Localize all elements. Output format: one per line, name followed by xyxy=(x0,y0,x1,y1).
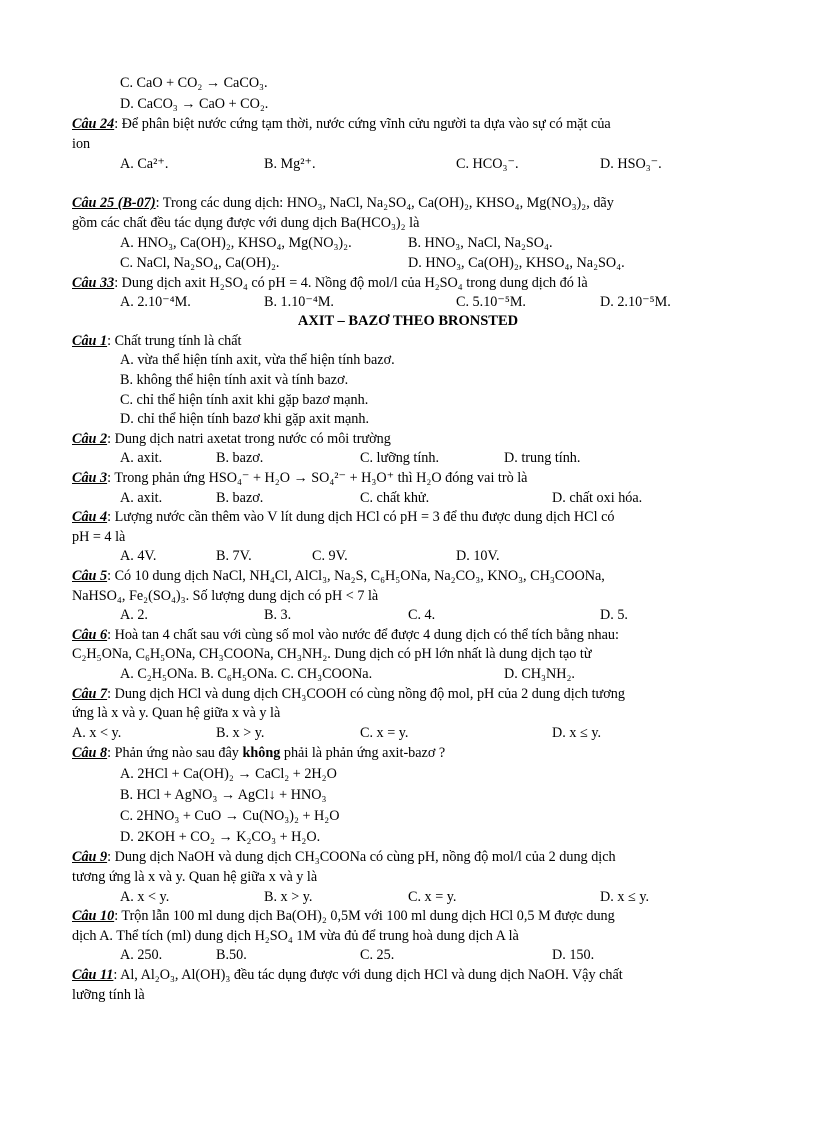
question-25 xyxy=(72,193,614,213)
option-c: C. CaO + CO₂ → CaCO₃. xyxy=(120,75,268,91)
question-text: : Lượng nước cần thêm vào V lít dung dịch HCl có pH = 3 để thu được dung dịch HCl có xyxy=(107,509,615,525)
question-text: : Chất trung tính là chất xyxy=(107,333,242,349)
option-d: D. 150. xyxy=(552,947,595,963)
option-d: D. x ≤ y. xyxy=(552,725,602,741)
option-b: B. HNO₃, NaCl, Na₂SO₄. xyxy=(408,235,553,251)
option-a: A. axit. xyxy=(120,450,163,466)
question-text: : Phản ứng nào sau đây xyxy=(107,745,243,761)
question-text: : Dung dịch axit H₂SO₄ có pH = 4. Nồng độ mol/l của H₂SO₄ trong dung dịch đó là xyxy=(114,275,588,291)
option-c: C. HCO₃⁻. xyxy=(456,156,519,172)
question-label: Câu 11 xyxy=(72,967,114,983)
question-5 xyxy=(72,566,605,586)
option-a: A. 2HCl + Ca(OH)₂ → CaCl₂ + 2H₂O xyxy=(120,766,337,782)
option-d: D. HNO₃, Ca(OH)₂, KHSO₄, Na₂SO₄. xyxy=(408,255,625,271)
question-3 xyxy=(72,468,527,488)
option-c: C. chỉ thể hiện tính axit khi gặp bazơ mạnh. xyxy=(120,392,369,408)
option-c: C. 5.10⁻⁵M. xyxy=(456,294,526,310)
question-11 xyxy=(72,965,623,985)
question-text-cont: pH = 4 là xyxy=(72,529,126,545)
option-abc: A. C₂H₅ONa. B. C₆H₅ONa. C. CH₃COONa. xyxy=(120,666,373,682)
question-label: Câu 25 (B-07) xyxy=(72,195,156,211)
option-b: B. không thể hiện tính axit và tính bazơ. xyxy=(120,372,349,388)
question-text: : Để phân biệt nước cứng tạm thời, nước cứng vĩnh cửu người ta dựa vào sự có mặt của xyxy=(114,116,611,132)
question-2 xyxy=(72,429,391,449)
question-text-cont: ion xyxy=(72,136,91,152)
option-a: A. HNO₃, Ca(OH)₂, KHSO₄, Mg(NO₃)₂. xyxy=(120,235,352,251)
question-label: Câu 2 xyxy=(72,431,108,447)
question-label: Câu 7 xyxy=(72,686,108,702)
option-c: C. 25. xyxy=(360,947,395,963)
question-1 xyxy=(72,331,241,351)
option-d: D. 5. xyxy=(600,607,628,623)
option-c: C. lưỡng tính. xyxy=(360,450,440,466)
question-text: : Trộn lẫn 100 ml dung dịch Ba(OH)₂ 0,5M với 100 ml dung dịch HCl 0,5 M được dung xyxy=(114,908,615,924)
question-24 xyxy=(72,114,611,134)
option-b: B. 7V. xyxy=(216,548,252,564)
option-a: A. vừa thể hiện tính axit, vừa thể hiện tính bazơ. xyxy=(120,352,395,368)
question-label: Câu 5 xyxy=(72,568,108,584)
option-b: B. x > y. xyxy=(264,889,313,905)
option-d: D. HSO₃⁻. xyxy=(600,156,662,172)
option-b: B. x > y. xyxy=(216,725,265,741)
question-text: : Dung dịch natri axetat trong nước có môi trường xyxy=(107,431,391,447)
option-a: A. 4V. xyxy=(120,548,157,564)
option-b: B. 1.10⁻⁴M. xyxy=(264,294,334,310)
question-label: Câu 1 xyxy=(72,333,108,349)
question-text: : Dung dịch HCl và dung dịch CH₃COOH có cùng nồng độ mol, pH của 2 dung dịch tương xyxy=(107,686,625,702)
option-b: B. HCl + AgNO₃ → AgCl↓ + HNO₃ xyxy=(120,787,327,803)
question-text: : Trong các dung dịch: HNO₃, NaCl, Na₂SO₄, Ca(OH)₂, KHSO₄, Mg(NO₃)₂, dãy xyxy=(155,195,614,211)
question-7 xyxy=(72,684,625,704)
question-label: Câu 8 xyxy=(72,745,108,761)
question-text-cont: NaHSO₄, Fe₂(SO₄)₃. Số lượng dung dịch có pH < 7 là xyxy=(72,588,379,604)
option-b: B. bazơ. xyxy=(216,450,264,466)
option-a: A. Ca²⁺. xyxy=(120,156,169,172)
option-b: B. Mg²⁺. xyxy=(264,156,316,172)
option-d: D. x ≤ y. xyxy=(600,889,650,905)
question-text-end: phải là phản ứng axit-bazơ ? xyxy=(280,745,446,761)
question-6 xyxy=(72,625,619,645)
question-text-cont: ứng là x và y. Quan hệ giữa x và y là xyxy=(72,705,281,721)
section-title: AXIT – BAZƠ THEO BRONSTED xyxy=(297,313,519,329)
option-b: B.50. xyxy=(216,947,247,963)
option-a: A. 2. xyxy=(120,607,148,623)
question-text: : Hoà tan 4 chất sau với cùng số mol vào nước để được 4 dung dịch có thể tích bằng nhau: xyxy=(107,627,619,643)
question-text: : Trong phản ứng HSO₄⁻ + H₂O → SO₄²⁻ + H₃O⁺ thì H₂O đóng vai trò là xyxy=(107,470,528,486)
option-d: D. chất oxi hóa. xyxy=(552,490,643,506)
option-c: C. NaCl, Na₂SO₄, Ca(OH)₂. xyxy=(120,255,280,271)
option-d: D. chỉ thể hiện tính bazơ khi gặp axit mạnh. xyxy=(120,411,370,427)
question-label: Câu 10 xyxy=(72,908,115,924)
question-text-cont: C₂H₅ONa, C₆H₅ONa, CH₃COONa, CH₃NH₂. Dung dịch có pH lớn nhất là dung dịch tạo từ xyxy=(72,646,592,662)
question-4 xyxy=(72,507,614,527)
question-text-cont: gồm các chất đều tác dụng được với dung dịch Ba(HCO₃)₂ là xyxy=(72,215,420,231)
option-d: D. CaCO₃ → CaO + CO₂. xyxy=(120,96,269,112)
question-8 xyxy=(72,743,445,763)
option-b: B. 3. xyxy=(264,607,292,623)
option-d: D. 2KOH + CO₂ → K₂CO₃ + H₂O. xyxy=(120,829,321,845)
question-label: Câu 4 xyxy=(72,509,108,525)
option-c: C. 4. xyxy=(408,607,436,623)
question-text: : Dung dịch NaOH và dung dịch CH₃COONa có cùng pH, nồng độ mol/l của 2 dung dịch xyxy=(107,849,616,865)
option-b: B. bazơ. xyxy=(216,490,264,506)
question-text-cont: tương ứng là x và y. Quan hệ giữa x và y là xyxy=(72,869,318,885)
question-label: Câu 3 xyxy=(72,470,108,486)
question-text: : Có 10 dung dịch NaCl, NH₄Cl, AlCl₃, Na₂S, C₆H₅ONa, Na₂CO₃, KNO₃, CH₃COONa, xyxy=(107,568,605,584)
option-c: C. chất khử. xyxy=(360,490,430,506)
question-text: : Al, Al₂O₃, Al(OH)₃ đều tác dụng được với dung dịch HCl và dung dịch NaOH. Vậy chất xyxy=(113,967,623,983)
option-d: D. trung tính. xyxy=(504,450,581,466)
option-c: C. x = y. xyxy=(408,889,457,905)
question-text-cont: lưỡng tính là xyxy=(72,987,145,1003)
option-d: D. CH₃NH₂. xyxy=(504,666,575,682)
question-text-emphasis: không xyxy=(242,745,281,761)
option-a: A. axit. xyxy=(120,490,163,506)
option-a: A. x < y. xyxy=(72,725,122,741)
question-9 xyxy=(72,847,616,867)
question-label: Câu 33 xyxy=(72,275,115,291)
question-10 xyxy=(72,906,615,926)
option-c: C. x = y. xyxy=(360,725,409,741)
option-d: D. 10V. xyxy=(456,548,500,564)
question-label: Câu 24 xyxy=(72,116,115,132)
option-a: A. 250. xyxy=(120,947,163,963)
option-a: A. 2.10⁻⁴M. xyxy=(120,294,191,310)
option-c: C. 2HNO₃ + CuO → Cu(NO₃)₂ + H₂O xyxy=(120,808,340,824)
option-d: D. 2.10⁻⁵M. xyxy=(600,294,671,310)
question-label: Câu 6 xyxy=(72,627,108,643)
question-text-cont: dịch A. Thể tích (ml) dung dịch H₂SO₄ 1M vừa đủ để trung hoà dung dịch A là xyxy=(72,928,519,944)
option-c: C. 9V. xyxy=(312,548,348,564)
question-label: Câu 9 xyxy=(72,849,108,865)
option-a: A. x < y. xyxy=(120,889,170,905)
question-33 xyxy=(72,273,588,293)
